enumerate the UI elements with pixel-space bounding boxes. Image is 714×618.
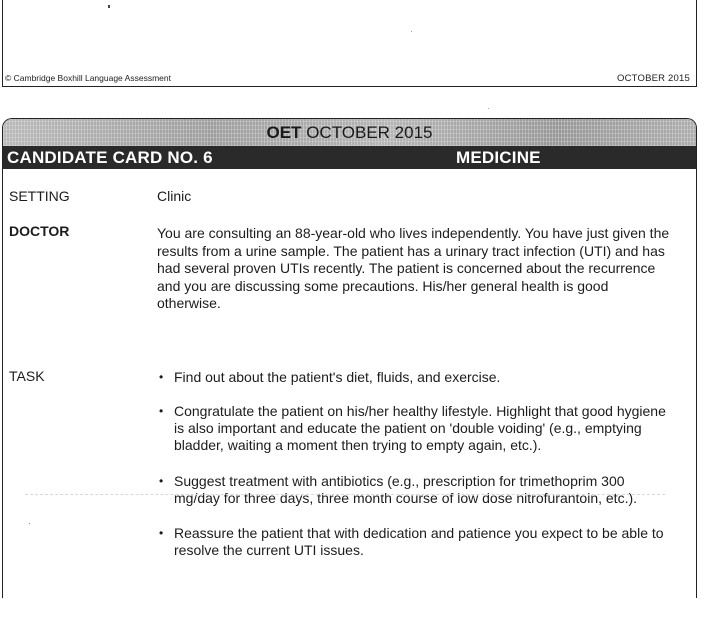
task-line: Suggest treatment with antibiotics (e.g., prescription for trimethoprim 300: [174, 473, 625, 489]
role-description: [157, 225, 685, 313]
task-line: mg/day for three days, three month course of low dose nitrofurantoin, etc.).: [174, 490, 638, 506]
role-line: You are consulting an 88-year-old who lives independently. You have just given the: [157, 225, 670, 241]
task-line: bladder, waiting a moment then trying to empty again, etc.).: [174, 437, 542, 453]
role-label: DOCTOR: [9, 223, 70, 239]
task-item: [157, 473, 683, 507]
profession-label: MEDICINE: [456, 148, 541, 167]
role-line: had several proven UTIs recently. The patient is concerned about the recurrence: [157, 260, 656, 276]
task-line: is also important and educate the patient on 'double voiding' (e.g., emptying: [174, 420, 642, 436]
bullet-icon: •: [159, 474, 164, 488]
role-line: and you are discussing some precautions. His/her general health is good: [157, 277, 609, 294]
card-header-title: [3, 123, 696, 143]
bullet-icon: •: [159, 370, 164, 384]
bullet-icon: •: [159, 404, 164, 418]
header-date: OCTOBER 2015: [306, 123, 433, 142]
card-number: CANDIDATE CARD NO. 6: [7, 148, 213, 167]
task-item: [157, 403, 683, 454]
task-line: Reassure the patient that with dedication and patience you expect to be able to: [174, 525, 664, 541]
setting-label: SETTING: [9, 188, 70, 204]
date-footer: OCTOBER 2015: [617, 73, 690, 84]
candidate-card: [2, 118, 697, 598]
task-label: TASK: [9, 368, 45, 384]
task-line: resolve the current UTI issues.: [174, 542, 364, 558]
role-line: otherwise.: [157, 295, 221, 311]
scan-speck: [29, 523, 30, 524]
scan-speck: [488, 108, 489, 109]
task-line: Congratulate the patient on his/her healthy lifestyle. Highlight that good hygiene: [174, 403, 666, 419]
card-title-bar: [3, 146, 696, 169]
header-oet: OET: [266, 123, 302, 142]
role-line: results from a urine sample. The patient has a urinary tract infection (UTI) and has: [157, 242, 665, 259]
bullet-icon: •: [159, 526, 164, 540]
scan-speck: [108, 5, 110, 8]
setting-value: Clinic: [157, 188, 192, 204]
scan-artifact-line: [25, 494, 665, 495]
task-line: Find out about the patient's diet, fluids, and exercise.: [174, 369, 501, 385]
scan-speck: [411, 31, 412, 32]
task-item: [157, 369, 683, 386]
copyright-footer: © Cambridge Boxhill Language Assessment: [5, 73, 171, 83]
card-header: [3, 119, 696, 146]
task-item: [157, 525, 683, 559]
